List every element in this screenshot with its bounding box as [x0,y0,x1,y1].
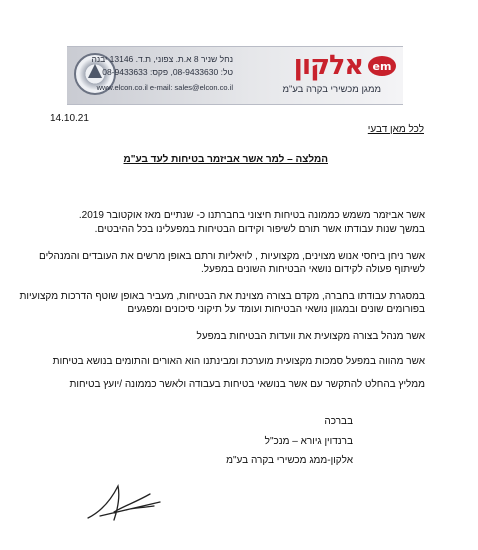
company-web-email: www.elcon.co.il e-mail: sales@elcon.co.il [96,83,233,92]
company-address: נחל שניר 8 א.ת. צפוני, ת.ד. 13146 יבנה [91,54,233,64]
paragraph-line: אשר אביזמר משמש כממונה בטיחות חיצוני בחברתנו כ- שנתיים מאז אוקטובר 2019. [78,210,425,221]
paragraph-line: לשיתוף פעולה לקידום נושאי הבטיחות השונים במפעל. [200,264,425,275]
paragraph-line: ממליץ בהחלט להתקשר עם אשר בנושאי בטיחות בעבודה ולאשר כממונה /יועץ בטיחות [69,379,425,390]
company-brand-name: אלקון [293,50,363,81]
paragraph-line: אשר מנהל בצורה מקצועית את וועדות הבטיחות במפעל [196,331,425,342]
paragraph-line: אשר ניחן ביחסי אנוש מצוינים, מקצועיות , לויאליות ורתם באופן מרשים את העובדים והמנהלים [39,251,425,262]
svg-text:em: em [372,60,392,73]
company-phone-fax: טל: 08-9433630, פקס: 08-9433633 [102,67,233,77]
letter-subject: המלצה – למר אשר אביזמר בטיחות לעד בע"מ [123,154,328,165]
letterhead-banner [67,46,403,105]
paragraph-line: במסגרת עבודתו בחברה, מקדם בצורה מצוינת את הבטיחות, מעביר באופן שוטף הדרכות מקצועיות [19,291,425,302]
company-logo-icon [367,55,397,77]
closing-greeting: בברכה [324,416,353,427]
signer-company: אלקון-ממג מכשירי בקרה בע"מ [226,455,353,466]
letter-greeting: לכל מאן דבעי [367,124,424,135]
paragraph-line: אשר מהווה במפעל סמכות מקצועית מוערכת ומבינתנו הוא האורים והתומים בנושא בטיחות [52,356,425,367]
paragraph-line: במשך שנות עבודתו אשר תורם לשיפור וקידום הבטיחות במפעלינו בכל ההיבטים. [94,224,425,235]
signer-name: ברנדוין גיורא – מנכ"ל [264,436,353,447]
company-tagline: ממגן מכשירי בקרה בע"מ [282,84,381,95]
handwritten-signature [80,472,175,532]
paragraph-line: בפורומים שונים ובמגוון נושאי הבטיחות ועומד על תיקוני סיכונים ומפגעים [127,304,425,315]
letter-date: 14.10.21 [50,113,89,124]
